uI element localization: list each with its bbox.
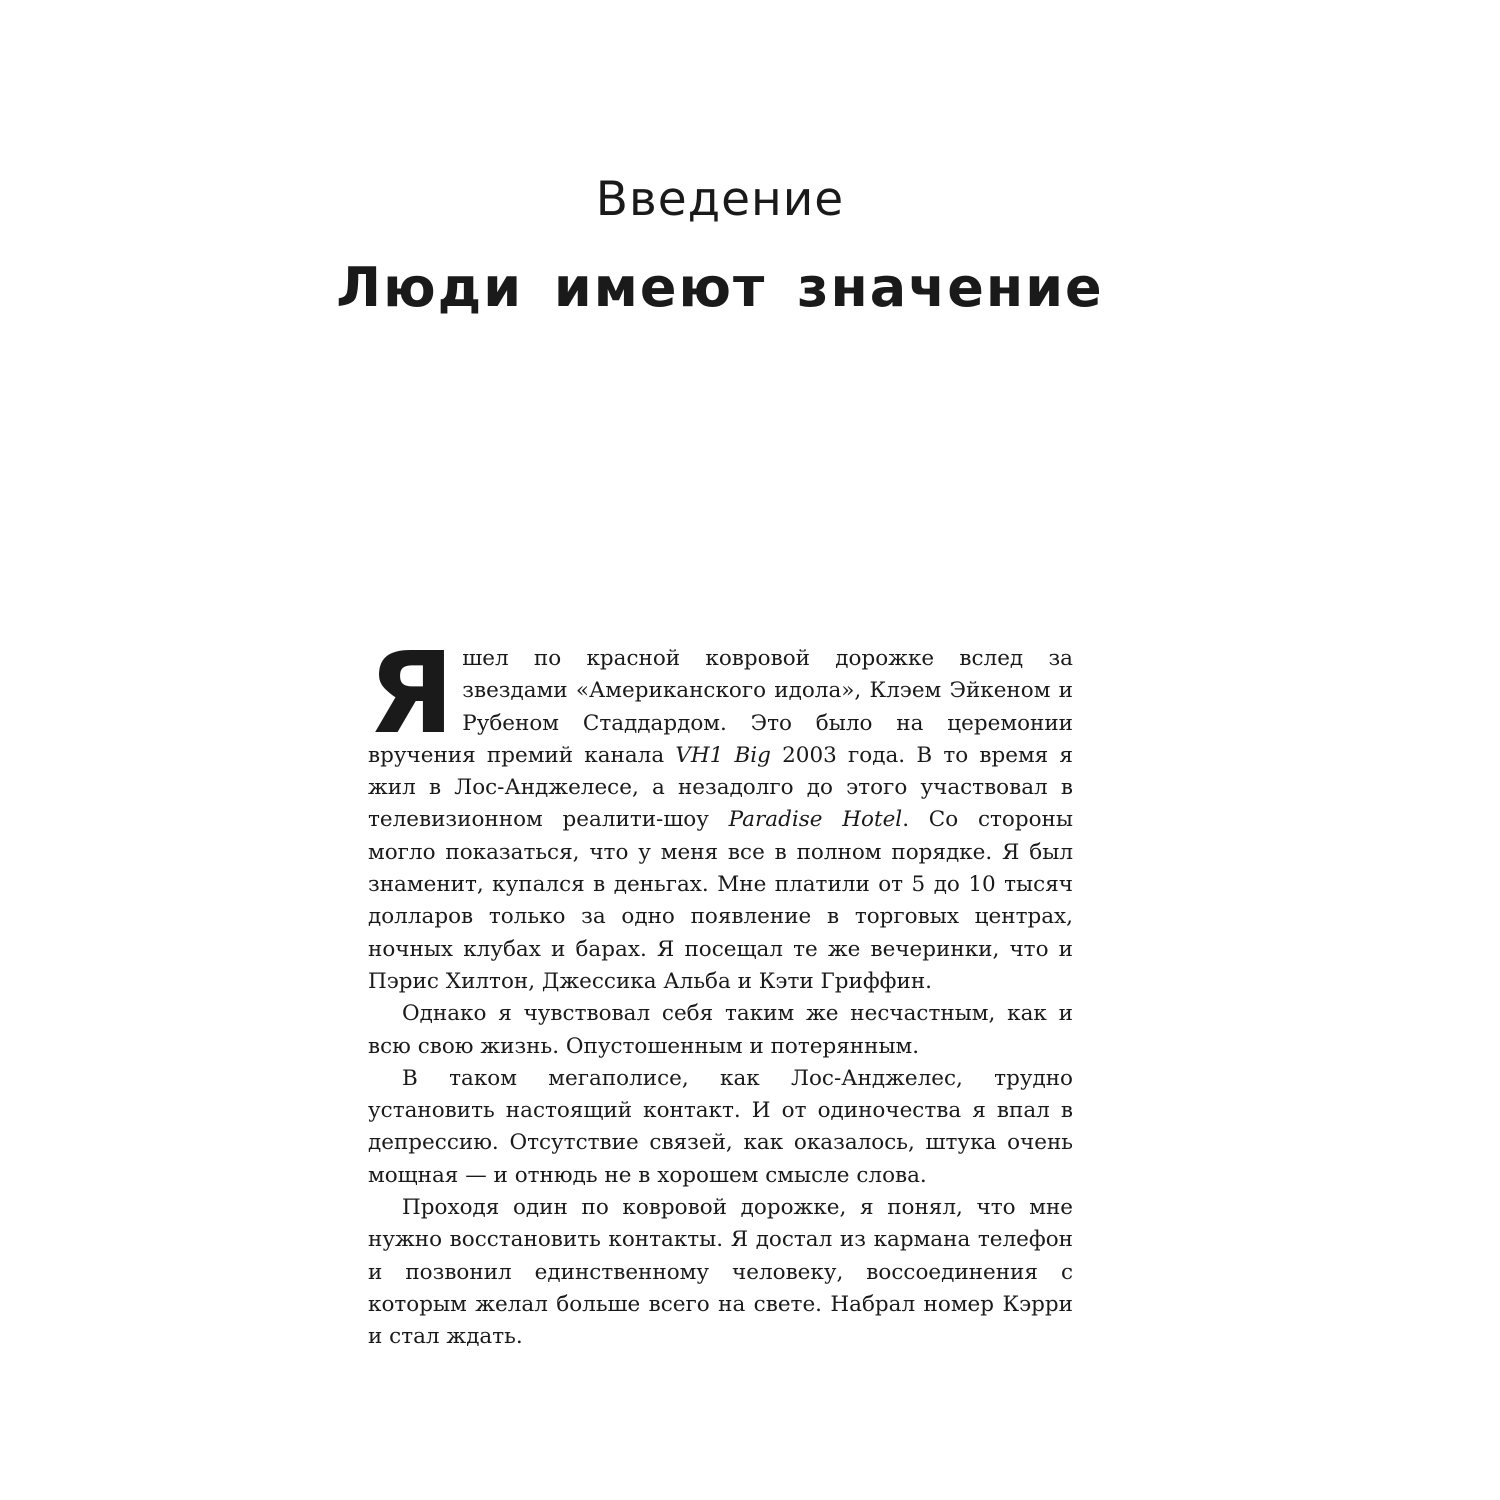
chapter-title: Люди имеют значение	[336, 256, 1104, 319]
chapter-label: Введение	[595, 172, 845, 227]
paragraph-1	[368, 629, 1073, 998]
show-title-paradise-hotel: Paradise Hotel	[728, 807, 903, 833]
body-text	[368, 629, 1073, 1354]
paragraph-2: Однако я чувствовал себя таким же несчастным, как и всю свою жизнь. Опустошенным и потерянным.	[368, 1001, 1073, 1059]
paragraph-1-text-c: . Со стороны могло показаться, что у меня все в полном порядке. Я был знаменит, купался в деньгах. Мне платили от 5 до 10 тысяч долларов только за одно появление в торговых центрах, ночных клубах и барах. Я посещал те же вечеринки, что и Пэрис Хилтон, Джессика Альба и Кэти Гриффин.	[368, 807, 1073, 994]
drop-cap: Я	[368, 629, 455, 759]
show-title-vh1: VH1 Big	[675, 742, 771, 768]
paragraph-1-text-a: шел по красной ковровой дорожке вслед за звездами «Американского идола», Клэем Эйкеном и Рубеном Стаддардом. Это было на церемонии вручения премий канала	[368, 646, 1073, 768]
paragraph-4: Проходя один по ковровой дорожке, я понял, что мне нужно восстановить контакты. Я достал из кармана телефон и позвонил единственному человеку, воссоединения с которым желал больше всего на свете. Набрал номер Кэрри и стал ждать.	[368, 1195, 1073, 1350]
paragraph-3: В таком мегаполисе, как Лос-Анджелес, трудно установить настоящий контакт. И от одиночества я впал в депрессию. Отсутствие связей, как оказалось, штука очень мощная — и отнюдь не в хорошем смысле слова.	[368, 1065, 1073, 1188]
paragraph-1-text-b: 2003 года. В то время я жил в Лос-Анджелесе, а незадолго до этого участвовал в телевизионном реалити-шоу	[368, 742, 1073, 833]
